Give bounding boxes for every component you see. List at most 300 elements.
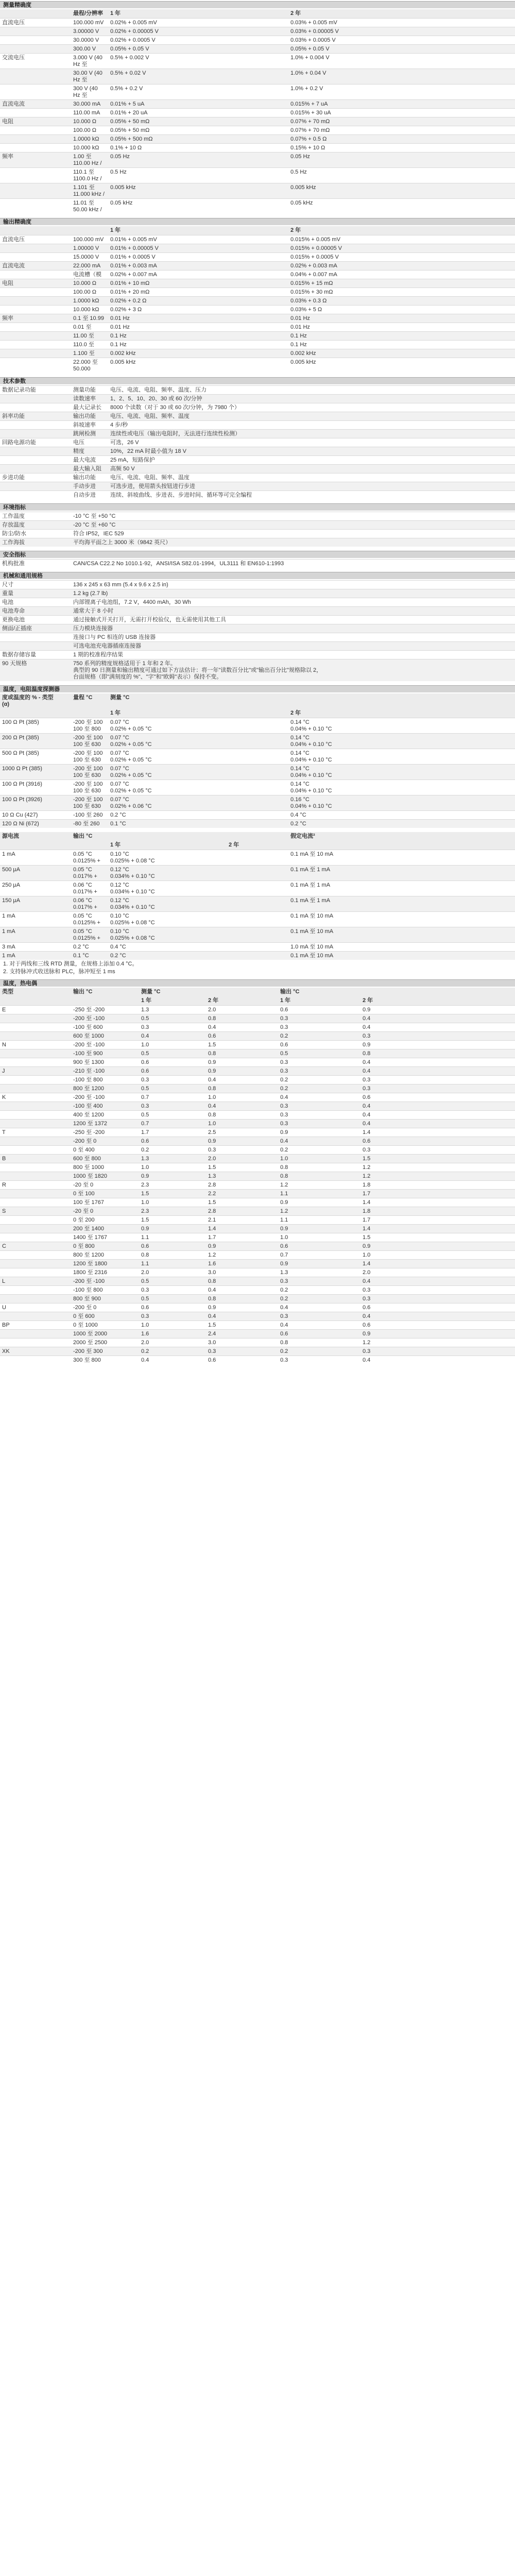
table-cell-line: 0.04% + 0.10 °C xyxy=(290,726,332,732)
table-cell xyxy=(0,1277,71,1285)
table-cell-line: C xyxy=(2,1243,6,1249)
table-row xyxy=(0,580,515,589)
table-cell xyxy=(206,1233,278,1242)
table-cell xyxy=(71,199,108,214)
table-cell-line: 0.07 °C xyxy=(110,750,129,756)
table-cell-line: -200 至 100 xyxy=(73,735,103,741)
table-cell xyxy=(71,1049,139,1058)
table-cell xyxy=(206,1198,278,1207)
table-cell xyxy=(71,109,108,117)
table-cell-line: 输出 °C xyxy=(280,989,300,995)
table-cell-line: 0.01 Hz xyxy=(110,324,130,330)
table-cell-line: 30.000 mA xyxy=(73,101,101,107)
table-cell-line: 0.02% + 0.05 °C xyxy=(110,772,152,778)
table-cell-line: 重量 xyxy=(2,590,13,597)
table-cell-line: 跳闸检测 xyxy=(73,431,96,437)
table-row xyxy=(0,1259,515,1268)
table-cell xyxy=(71,306,108,314)
table-cell-line: 136 x 245 x 63 mm (5.4 x 9.6 x 2.5 in) xyxy=(73,582,168,588)
table-cell xyxy=(360,1321,515,1329)
table-cell xyxy=(206,1067,278,1075)
table-row xyxy=(0,69,515,84)
table-cell-line: 100 Ω Pt (3916) xyxy=(2,781,42,787)
table-row xyxy=(0,358,515,373)
table-cell xyxy=(206,1260,278,1268)
table-cell xyxy=(0,262,71,270)
table-cell-line: 0.6 xyxy=(363,1138,371,1144)
table-row xyxy=(0,1058,515,1066)
table-cell-line: -80 至 260 xyxy=(73,821,100,827)
table-cell-line: 0.02% + 0.005 mV xyxy=(110,20,157,26)
table-cell xyxy=(108,349,288,358)
table-cell-line: 0.12 °C xyxy=(110,882,129,888)
table-cell xyxy=(288,27,515,36)
table-cell xyxy=(360,1277,515,1285)
table-cell xyxy=(0,521,71,529)
table-row xyxy=(0,183,515,198)
table-cell-line: -250 至 -200 xyxy=(73,1129,105,1136)
table-cell-line: 0.6 xyxy=(141,1059,149,1065)
table-cell xyxy=(108,358,288,373)
table-cell-line: 0.015% + 0.00005 V xyxy=(290,245,342,251)
table-cell-line: 1.2 xyxy=(363,1173,371,1179)
table-cell-line: 通过接触式开关打开，无需打开校验仪，也无需使用其他工具 xyxy=(73,617,226,623)
table-cell-line: 0.4 xyxy=(141,1357,149,1363)
table-row xyxy=(0,167,515,183)
table-cell xyxy=(0,1006,71,1014)
table-cell-line: 0.005 kHz xyxy=(110,184,136,191)
table-cell-line: 0 至 800 xyxy=(73,1243,95,1249)
table-cell-line: 1.0% + 0.004 V xyxy=(290,55,330,61)
table-row xyxy=(0,1110,515,1119)
table-cell xyxy=(71,1347,139,1355)
table-cell-line: 0.9 xyxy=(208,1304,216,1311)
table-row xyxy=(0,1049,515,1058)
table-cell-line: 0.3 xyxy=(280,1103,288,1109)
table-cell-line: 900 至 1300 xyxy=(73,1059,104,1065)
table-row xyxy=(0,420,515,429)
table-cell xyxy=(108,135,288,143)
table-cell xyxy=(71,9,108,18)
table-cell xyxy=(0,1207,71,1215)
table-cell xyxy=(278,1041,360,1049)
table-cell-line: 0.9 xyxy=(208,1138,216,1144)
table-cell xyxy=(71,262,108,270)
table-cell-line: 0.2 xyxy=(141,1348,149,1354)
table-row xyxy=(0,1303,515,1312)
table-cell-line: 0.04% + 0.10 °C xyxy=(290,741,332,748)
table-cell-line: 电阻 xyxy=(2,280,13,286)
table-cell-line: 2.4 xyxy=(208,1331,216,1337)
table-cell xyxy=(360,1251,515,1259)
table-row xyxy=(0,598,515,606)
table-cell xyxy=(71,896,108,911)
table-row xyxy=(0,764,515,779)
table-row xyxy=(0,810,515,819)
table-cell xyxy=(0,749,71,764)
table-row xyxy=(0,1066,515,1075)
table-cell-line: 1.1 xyxy=(280,1217,288,1223)
table-cell-line: 1.5 xyxy=(141,1217,149,1223)
table-cell xyxy=(71,1277,139,1285)
table-cell xyxy=(139,1312,206,1320)
table-cell-line: 2 年 xyxy=(208,997,219,1004)
table-row xyxy=(0,520,515,529)
table-cell xyxy=(278,1330,360,1338)
table-cell xyxy=(288,100,515,108)
table-cell xyxy=(71,1251,139,1259)
table-row xyxy=(0,126,515,134)
table-cell xyxy=(108,866,288,880)
table-cell xyxy=(71,1076,139,1084)
table-cell-line: 0.3 xyxy=(208,1348,216,1354)
table-cell xyxy=(71,1190,139,1198)
table-cell-line: 3.000 V (40 Hz 至 xyxy=(73,55,102,67)
table-cell xyxy=(71,616,515,624)
table-cell-line: 0.4 xyxy=(208,1103,216,1109)
table-cell xyxy=(288,152,515,167)
table-cell-line: 2.2 xyxy=(208,1191,216,1197)
table-cell-line: 精度 xyxy=(73,448,84,454)
table-cell-line: 0.14 °C xyxy=(290,766,310,772)
table-cell-line: CAN/CSA C22.2 No 1010.1-92，ANSI/ISA S82.01-1994，UL3111 和 EN610-1:1993 xyxy=(73,561,284,567)
table-cell xyxy=(288,288,515,296)
table-cell-line: K xyxy=(2,1094,6,1100)
table-cell xyxy=(206,996,278,1005)
table-cell-line: 1.4 xyxy=(363,1129,371,1136)
table-cell xyxy=(288,850,515,865)
table-cell-line: 0.015% + 15 mΩ xyxy=(290,280,333,286)
table-cell xyxy=(0,386,71,394)
table-cell-line: 200 Ω Pt (385) xyxy=(2,735,39,741)
table-cell xyxy=(278,1312,360,1320)
table-cell xyxy=(206,1102,278,1110)
table-row xyxy=(0,1031,515,1040)
table-cell-line: 0.1 mA 至 10 mA xyxy=(290,928,334,935)
table-cell xyxy=(108,795,288,810)
table-cell xyxy=(206,1049,278,1058)
table-cell xyxy=(108,780,288,795)
table-cell xyxy=(71,473,108,482)
section-title: 温度，电阻温度探测器 xyxy=(0,685,515,692)
table-cell-line: 250 μA xyxy=(2,882,21,888)
table-cell-line: 500 Ω Pt (385) xyxy=(2,750,39,756)
table-cell xyxy=(71,1041,139,1049)
table-cell xyxy=(108,314,288,323)
table-cell xyxy=(288,126,515,134)
table-row xyxy=(0,1075,515,1084)
table-row xyxy=(0,779,515,795)
table-cell xyxy=(71,734,108,749)
table-cell xyxy=(360,1006,515,1014)
table-cell xyxy=(71,642,515,650)
table-cell-line: 0.2 °C xyxy=(290,821,306,827)
table-cell xyxy=(71,1093,139,1101)
table-cell xyxy=(71,84,108,99)
table-cell xyxy=(288,270,515,279)
table-cell-line: 1.0% + 0.2 V xyxy=(290,86,323,92)
table-cell-line: 0 至 200 xyxy=(73,1217,95,1223)
table-cell-line: 0.6 xyxy=(141,1304,149,1311)
table-cell xyxy=(108,456,515,464)
table-cell xyxy=(0,235,71,244)
table-cell xyxy=(71,598,515,606)
table-cell-line: 0.01% + 5 uA xyxy=(110,101,145,107)
table-cell xyxy=(71,144,108,152)
table-cell-line: 150 μA xyxy=(2,897,21,904)
table-cell-line: 2.0 xyxy=(208,1007,216,1013)
table-cell-line: 0.034% + 0.10 °C xyxy=(110,873,155,879)
table-cell-line: 110.0 至 xyxy=(73,342,94,348)
table-cell-line: 可选电池充电器插座连接器 xyxy=(73,643,141,649)
table-row xyxy=(0,53,515,69)
table-cell-line: 1 mA xyxy=(2,851,15,857)
table-cell xyxy=(71,1058,139,1066)
table-cell-line: 3.0 xyxy=(208,1340,216,1346)
table-cell-line: 测量功能 xyxy=(73,387,96,393)
table-cell xyxy=(108,749,288,764)
table-cell-line: 0.1 mA 至 1 mA xyxy=(290,882,331,888)
table-cell-line: 300.00 V xyxy=(73,46,96,52)
table-cell-line: 0.3 xyxy=(280,1068,288,1074)
table-cell xyxy=(288,709,515,718)
table-cell-line: 0.01 Hz xyxy=(110,315,130,321)
table-cell-line: 800 至 1000 xyxy=(73,1164,104,1171)
table-cell-line: 0.3 xyxy=(280,1112,288,1118)
table-cell-line: 0.4 xyxy=(208,1287,216,1293)
table-cell xyxy=(108,386,515,394)
table-cell xyxy=(71,1268,139,1277)
table-cell xyxy=(71,1102,139,1110)
table-cell xyxy=(108,253,288,261)
table-cell-line: 0.15% + 10 Ω xyxy=(290,145,325,151)
table-cell xyxy=(360,1041,515,1049)
table-cell-line: 0.2 °C xyxy=(110,953,126,959)
table-cell xyxy=(139,1198,206,1207)
table-row xyxy=(0,529,515,538)
table-cell xyxy=(288,314,515,323)
table-cell-line: 电压、电流、电阻、频率、温度 xyxy=(110,413,190,419)
table-cell-line: 10.000 Ω xyxy=(73,118,96,125)
table-cell xyxy=(288,749,515,764)
table-cell-line: 度或温度的 % - 类型 xyxy=(2,694,54,701)
table-cell xyxy=(139,1338,206,1347)
table-cell xyxy=(0,659,71,681)
table-cell-line: 0.4 xyxy=(363,1357,371,1363)
table-cell xyxy=(288,109,515,117)
table-cell-line: -250 至 -200 xyxy=(73,1007,105,1013)
table-cell-line: 0.4 xyxy=(141,1033,149,1039)
table-cell xyxy=(288,262,515,270)
table-cell xyxy=(278,1172,360,1180)
table-cell xyxy=(71,607,515,615)
table-cell-line: 0.1 mA 至 10 mA xyxy=(290,851,334,857)
table-cell xyxy=(71,100,108,108)
table-cell-line: 0.9 xyxy=(363,1007,371,1013)
table-cell-line: 频率 xyxy=(2,315,13,321)
table-cell xyxy=(108,168,288,183)
table-cell xyxy=(360,1067,515,1075)
table-cell-line: 1 年 xyxy=(110,710,121,716)
table-cell-line: 0.1 °C xyxy=(73,953,89,959)
table-cell xyxy=(0,1093,71,1101)
table-row xyxy=(0,1023,515,1031)
table-cell xyxy=(139,1251,206,1259)
table-cell xyxy=(360,1137,515,1145)
table-cell xyxy=(71,412,108,420)
table-cell-line: 0.4 xyxy=(280,1138,288,1144)
table-cell xyxy=(288,896,515,911)
table-cell xyxy=(108,117,288,126)
table-cell xyxy=(139,1032,206,1040)
table-cell-line: 读数速率 xyxy=(73,396,96,402)
table-cell xyxy=(71,765,108,779)
table-cell xyxy=(360,1190,515,1198)
table-cell-line: 侧面/正插座 xyxy=(2,625,32,632)
table-cell xyxy=(71,1120,139,1128)
table-cell-line: 500 μA xyxy=(2,867,21,873)
section-title: 温度，热电偶 xyxy=(0,979,515,987)
table-cell xyxy=(278,1006,360,1014)
table-cell-line: 0.07% + 0.5 Ω xyxy=(290,136,327,142)
table-cell xyxy=(108,69,288,84)
table-cell-line: 11.00 至 xyxy=(73,333,94,339)
table-row xyxy=(0,244,515,252)
table-cell xyxy=(206,1286,278,1294)
table-cell xyxy=(71,341,108,349)
table-cell xyxy=(108,235,288,244)
table-cell xyxy=(360,1023,515,1031)
table-cell-line: -200 至 100 xyxy=(73,781,103,787)
table-cell xyxy=(360,1330,515,1338)
table-cell xyxy=(108,841,227,850)
table-cell xyxy=(0,19,71,27)
table-cell-line: 2.0 xyxy=(141,1340,149,1346)
table-cell-line: 0.6 xyxy=(363,1322,371,1328)
table-cell xyxy=(360,1233,515,1242)
table-cell-line: -100 至 260 xyxy=(73,812,103,818)
table-cell-line: -100 至 800 xyxy=(73,1077,103,1083)
table-cell-line: 800 至 900 xyxy=(73,1296,101,1302)
section-title: 安全指标 xyxy=(0,551,515,558)
table-cell-line: 0.7 xyxy=(280,1252,288,1258)
table-cell-line: 0.017% + xyxy=(73,904,97,910)
table-cell-line: 0.005 kHz xyxy=(290,184,316,191)
table-cell xyxy=(139,1233,206,1242)
table-cell xyxy=(278,1032,360,1040)
table-row xyxy=(0,1101,515,1110)
table-cell xyxy=(71,538,515,547)
table-cell xyxy=(360,1084,515,1093)
table-cell-line: 0.8 xyxy=(208,1112,216,1118)
table-cell xyxy=(206,1006,278,1014)
table-cell-line: 电阻 xyxy=(2,118,13,125)
table-cell-line: 可选步进，使用箭头按钮进行步进 xyxy=(110,483,195,489)
table-cell-line: 更换电池 xyxy=(2,617,25,623)
table-cell xyxy=(108,430,515,438)
table-row xyxy=(0,1268,515,1277)
table-cell-line: 25 mA，短路保护 xyxy=(110,457,155,463)
table-cell-line: 1.101 至 11.000 kHz / xyxy=(73,184,105,197)
table-cell-line: 0.015% + 0.0005 V xyxy=(290,254,339,260)
table-cell xyxy=(206,1190,278,1198)
table-cell-line: -200 至 100 xyxy=(73,719,103,725)
table-row xyxy=(0,1014,515,1023)
table-row xyxy=(0,152,515,167)
table-cell-line: 1.5 xyxy=(208,1164,216,1171)
table-cell xyxy=(71,1286,139,1294)
table-cell-line: 0.3 xyxy=(280,1015,288,1022)
table-cell-line: 存放温度 xyxy=(2,522,25,528)
table-cell-line: -20 至 0 xyxy=(73,1208,94,1214)
table-cell-line: 1.5 xyxy=(141,1191,149,1197)
table-cell xyxy=(71,253,108,261)
table-cell xyxy=(71,1242,139,1250)
table-cell-line: 0.4 xyxy=(280,1094,288,1100)
section-title: 机械和通用规格 xyxy=(0,572,515,579)
table-row xyxy=(0,117,515,126)
table-cell xyxy=(360,1128,515,1137)
table-cell-line: (α) xyxy=(2,701,10,707)
table-cell xyxy=(71,349,108,358)
table-cell xyxy=(0,512,71,520)
table-cell xyxy=(71,1014,139,1023)
table-cell xyxy=(139,1242,206,1250)
table-cell xyxy=(71,430,108,438)
table-cell xyxy=(71,27,108,36)
table-cell-line: -100 至 900 xyxy=(73,1050,103,1057)
table-cell-line: XK xyxy=(2,1348,10,1354)
table-cell-line: 0 至 100 xyxy=(73,1191,95,1197)
table-cell xyxy=(206,1137,278,1145)
table-row xyxy=(0,455,515,464)
table-row xyxy=(0,1329,515,1338)
table-cell-line: 30.00 V (40 Hz 至 xyxy=(73,70,102,83)
table-cell-line: 0.05% + 0.05 V xyxy=(290,46,330,52)
table-cell xyxy=(108,152,288,167)
table-cell xyxy=(108,100,288,108)
table-cell-line: 0.3 xyxy=(141,1103,149,1109)
table-cell-line: 1.8 xyxy=(363,1182,371,1188)
table-cell xyxy=(71,1338,139,1347)
table-cell-line: 0.9 xyxy=(363,1042,371,1048)
table-cell-line: 1 年 xyxy=(110,10,121,16)
table-cell xyxy=(360,1225,515,1233)
table-cell xyxy=(206,1128,278,1137)
table-cell-line: 1.5 xyxy=(208,1322,216,1328)
table-cell xyxy=(0,560,71,568)
table-cell xyxy=(206,1076,278,1084)
table-row xyxy=(0,27,515,36)
table-cell xyxy=(71,512,515,520)
table-cell-line: -200 至 300 xyxy=(73,1348,103,1354)
table-cell xyxy=(206,1041,278,1049)
table-cell-line: E xyxy=(2,1007,6,1013)
table-cell xyxy=(0,850,71,865)
table-cell xyxy=(108,881,288,896)
table-cell-line: 1.4 xyxy=(363,1261,371,1267)
table-cell xyxy=(71,521,515,529)
table-cell-line: 0.4 xyxy=(363,1103,371,1109)
table-cell-line: 10%，22 mA 时最小值为 18 V xyxy=(110,448,186,454)
table-row xyxy=(0,850,515,865)
table-cell-line: BP xyxy=(2,1322,10,1328)
table-cell-line: 防尘/防水 xyxy=(2,531,27,537)
table-cell xyxy=(139,1303,206,1312)
table-row xyxy=(0,349,515,358)
table-cell xyxy=(360,1120,515,1128)
table-row xyxy=(0,951,515,960)
